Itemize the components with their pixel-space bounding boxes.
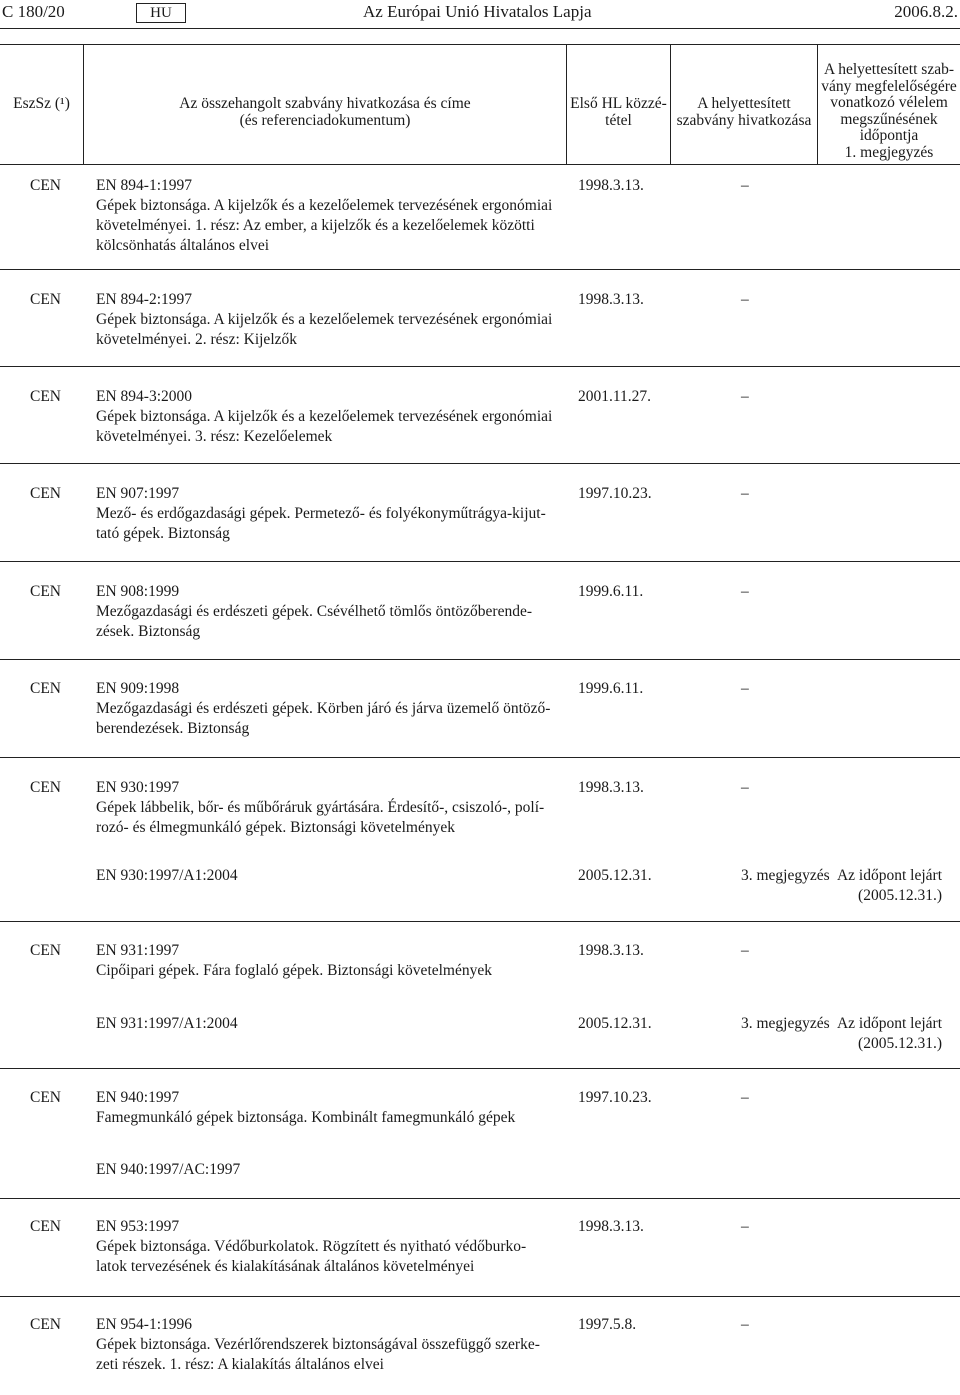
replaced-standard: 3. megjegyzés [741, 867, 830, 884]
standard-title-line: Gépek biztonsága. Vezérlőrendszerek biztonságával összefüggő szerke- [96, 1336, 540, 1353]
first-publication-date: 1999.6.11. [578, 583, 644, 600]
first-publication-date: 1998.3.13. [578, 177, 644, 194]
column-header-reference: Az összehangolt szabvány hivatkozása és címe (és referenciadokumentum) [179, 95, 471, 129]
standard-title-line: latok tervezésének és kialakításának általános követelményei [96, 1258, 475, 1275]
standard-reference: EN 931:1997 [96, 942, 180, 959]
replaced-standard: – [741, 583, 749, 600]
cessation-date: Az időpont lejárt (2005.12.31.) [836, 867, 942, 904]
standard-title-line: zeti részek. 1. rész: A kialakítás általános elvei [96, 1356, 384, 1373]
standard-reference: EN 908:1999 [96, 583, 180, 600]
standard-reference-cell [96, 484, 560, 544]
standard-reference-cell [96, 778, 560, 838]
column-header-replaced: A helyettesített szabvány hivatkozása [676, 95, 812, 129]
page-number: C 180/20 [2, 2, 65, 21]
organisation: CEN [30, 680, 61, 697]
first-publication-date: 1998.3.13. [578, 1218, 644, 1235]
language-badge: HU [136, 3, 186, 23]
row-separator [0, 366, 960, 367]
replaced-standard: – [741, 177, 749, 194]
standard-reference-cell [96, 290, 560, 350]
replaced-standard: – [741, 942, 749, 959]
standard-reference: EN 907:1997 [96, 485, 180, 502]
organisation: CEN [30, 388, 61, 405]
organisation: CEN [30, 942, 61, 959]
row-separator [0, 1068, 960, 1069]
standard-reference-cell [96, 1088, 560, 1128]
standard-reference: EN 894-3:2000 [96, 388, 193, 405]
standard-title-line: tató gépek. Biztonság [96, 525, 230, 542]
replaced-standard: – [741, 1218, 749, 1235]
cessation-date: Az időpont lejárt (2005.12.31.) [836, 1015, 942, 1052]
standard-title-line: berendezések. Biztonság [96, 720, 250, 737]
first-publication-date: 1998.3.13. [578, 291, 644, 308]
column-header-first-oj: Első HL közzé- tétel [570, 95, 667, 129]
row-separator [0, 921, 960, 922]
standard-title-line: Gépek biztonsága. Védőburkolatok. Rögzített és nyitható védőburko- [96, 1238, 527, 1255]
standard-reference: EN 909:1998 [96, 680, 180, 697]
organisation: CEN [30, 779, 61, 796]
standard-reference: EN 931:1997/A1:2004 [96, 1015, 238, 1032]
standard-reference-cell [96, 387, 560, 447]
standard-title-line: követelményei. 1. rész: Az ember, a kijelzők és a kezelőelemek közötti [96, 217, 535, 234]
column-header-esz: EszSz (¹) [13, 95, 70, 112]
standard-reference: EN 940:1997/AC:1997 [96, 1161, 241, 1178]
replaced-standard: – [741, 291, 749, 308]
standard-title-line: követelményei. 3. rész: Kezelőelemek [96, 428, 333, 445]
standard-title-line: Mező- és erdőgazdasági gépek. Permetező- és folyékonyműtrágya-kijut- [96, 505, 546, 522]
organisation: CEN [30, 1218, 61, 1235]
journal-title: Az Európai Unió Hivatalos Lapja [363, 2, 592, 21]
standard-title-line: Gépek biztonsága. A kijelzők és a kezelőelemek tervezésének ergonómiai [96, 197, 553, 214]
standard-reference-cell [96, 1014, 560, 1034]
organisation: CEN [30, 177, 61, 194]
standard-reference-cell [96, 1160, 560, 1180]
replaced-standard: – [741, 485, 749, 502]
column-header-cessation: A helyettesített szab- vány megfelelőségére vonatkozó vélelem megszűnésének időpontja 1. megjegyzés [821, 61, 957, 161]
first-publication-date: 1998.3.13. [578, 779, 644, 796]
first-publication-date: 1997.10.23. [578, 1089, 652, 1106]
standard-reference-cell [96, 582, 560, 642]
row-separator [0, 269, 960, 270]
standard-title-line: Famegmunkáló gépek biztonsága. Kombinált famegmunkáló gépek [96, 1109, 516, 1126]
standard-title-line: Mezőgazdasági és erdészeti gépek. Körben járó és járva üzemelő öntöző- [96, 700, 551, 717]
standard-reference-cell [96, 176, 560, 256]
standard-title-line: Gépek biztonsága. A kijelzők és a kezelőelemek tervezésének ergonómiai [96, 311, 553, 328]
first-publication-date: 1997.10.23. [578, 485, 652, 502]
row-separator [0, 561, 960, 562]
first-publication-date: 1997.5.8. [578, 1316, 637, 1333]
row-separator [0, 463, 960, 464]
organisation: CEN [30, 485, 61, 502]
standard-reference-cell [96, 866, 560, 886]
organisation: CEN [30, 1089, 61, 1106]
standard-reference: EN 894-2:1997 [96, 291, 193, 308]
standard-reference-cell [96, 1315, 560, 1375]
replaced-standard: – [741, 1089, 749, 1106]
standard-title-line: Gépek lábbelik, bőr- és műbőráruk gyártására. Érdesítő-, csiszoló-, polí- [96, 799, 545, 816]
replaced-standard: – [741, 1316, 749, 1333]
standard-reference: EN 930:1997/A1:2004 [96, 867, 238, 884]
row-separator [0, 659, 960, 660]
standard-reference-cell [96, 679, 560, 739]
first-publication-date: 1998.3.13. [578, 942, 644, 959]
replaced-standard: – [741, 680, 749, 697]
header-rule [0, 28, 960, 29]
table-top-rule [0, 44, 960, 45]
standard-title-line: rozó- és élmegmunkáló gépek. Biztonsági követelmények [96, 819, 455, 836]
standard-reference: EN 894-1:1997 [96, 177, 193, 194]
standard-title-line: Mezőgazdasági és erdészeti gépek. Csévélhető tömlős öntözőberende- [96, 603, 532, 620]
standard-reference: EN 953:1997 [96, 1218, 180, 1235]
standard-reference: EN 940:1997 [96, 1089, 180, 1106]
replaced-standard: – [741, 779, 749, 796]
standard-reference: EN 930:1997 [96, 779, 180, 796]
first-publication-date: 2001.11.27. [578, 388, 652, 405]
replaced-standard: 3. megjegyzés [741, 1015, 830, 1032]
replaced-standard: – [741, 388, 749, 405]
first-publication-date: 2005.12.31. [578, 867, 652, 884]
row-separator [0, 757, 960, 758]
standard-title-line: követelményei. 2. rész: Kijelzők [96, 331, 298, 348]
standard-title-line: kölcsönhatás általános elvei [96, 237, 270, 254]
standard-title-line: Gépek biztonsága. A kijelzők és a kezelőelemek tervezésének ergonómiai [96, 408, 553, 425]
row-separator [0, 1296, 960, 1297]
standard-title-line: zések. Biztonság [96, 623, 201, 640]
organisation: CEN [30, 583, 61, 600]
organisation: CEN [30, 291, 61, 308]
standard-reference-cell [96, 941, 560, 981]
first-publication-date: 1999.6.11. [578, 680, 644, 697]
table-header-rule [0, 164, 960, 165]
row-separator [0, 1198, 960, 1199]
standard-reference-cell [96, 1217, 560, 1277]
standard-reference: EN 954-1:1996 [96, 1316, 193, 1333]
organisation: CEN [30, 1316, 61, 1333]
page-header [0, 0, 960, 24]
standard-title-line: Cipőipari gépek. Fára foglaló gépek. Biztonsági követelmények [96, 962, 492, 979]
publication-date: 2006.8.2. [894, 2, 958, 21]
first-publication-date: 2005.12.31. [578, 1015, 652, 1032]
